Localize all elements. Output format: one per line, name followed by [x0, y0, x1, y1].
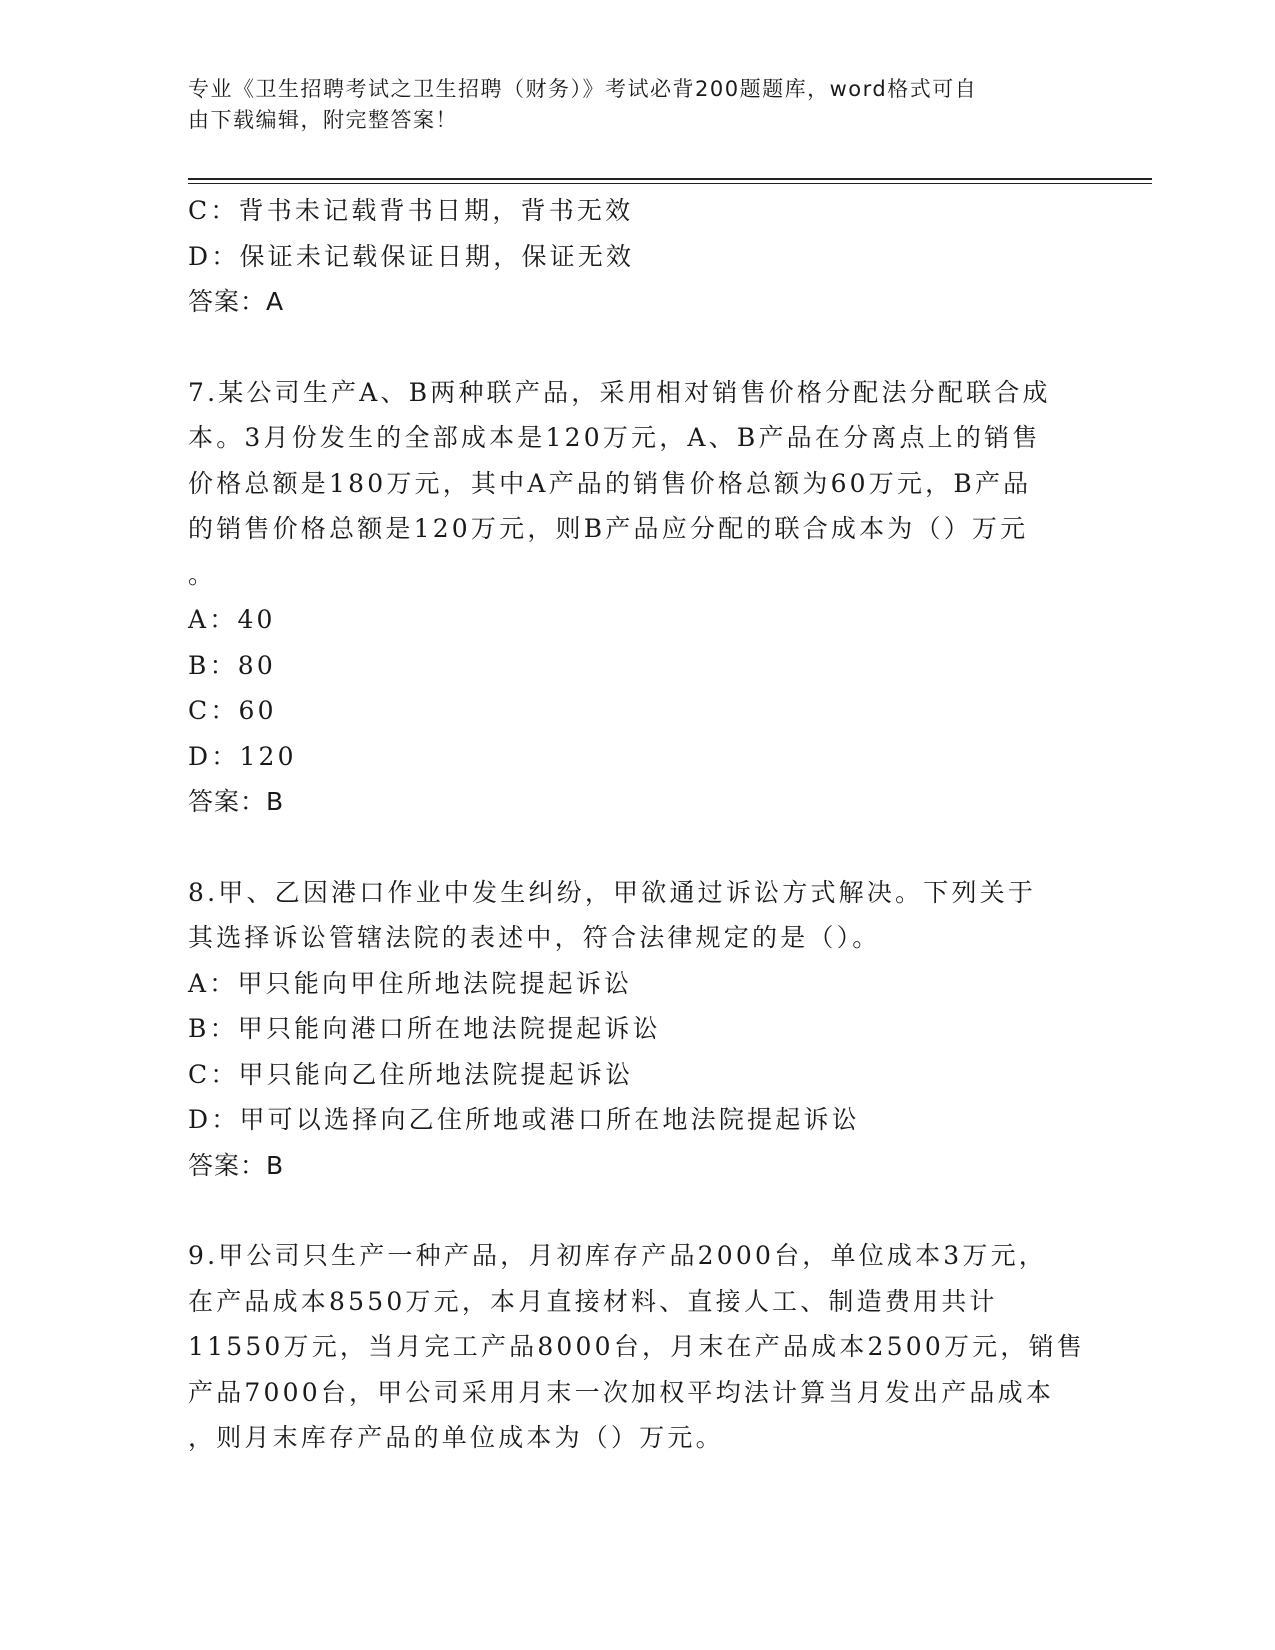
answer-label: 答案：B — [188, 1150, 285, 1180]
spacer — [188, 325, 1088, 370]
option-b: B：甲只能向港口所在地法院提起诉讼 — [188, 1014, 661, 1043]
header-line-1: 专业《卫生招聘考试之卫生招聘（财务）》考试必背200题题库，word格式可自 — [188, 77, 978, 101]
option-d: D：120 — [188, 741, 297, 771]
header-divider-thick — [188, 178, 1152, 180]
question-7 — [188, 370, 1088, 825]
header-line-2: 由下载编辑，附完整答案！ — [188, 108, 458, 132]
spacer — [188, 825, 1088, 870]
header-divider-thin — [188, 183, 1152, 184]
question-list — [188, 188, 1088, 1461]
question-8 — [188, 870, 1088, 1189]
option-c: C：60 — [188, 696, 277, 725]
question-stem-line: 8.甲、乙因港口作业中发生纠纷，甲欲通过诉讼方式解决。下列关于 — [188, 877, 1037, 907]
question-stem-line: 在产品成本8550万元，本月直接材料、直接人工、制造费用共计 — [188, 1286, 998, 1316]
question-stem-line: 产品7000台，甲公司采用月末一次加权平均法计算当月发出产品成本 — [188, 1377, 1055, 1407]
spacer — [188, 1188, 1088, 1233]
option-b: B：80 — [188, 650, 276, 680]
question-stem-line: 价格总额是180万元，其中A产品的销售价格总额为60万元，B产品 — [188, 468, 1032, 498]
option-c: C：甲只能向乙住所地法院提起诉讼 — [188, 1059, 634, 1089]
question-stem-line: 。 — [188, 559, 217, 589]
option-a: A：40 — [188, 605, 276, 634]
question-stem-line: 7.某公司生产A、B两种联产品，采用相对销售价格分配法分配联合成 — [188, 377, 1051, 407]
question-stem-line: 其选择诉讼管辖法院的表述中，符合法律规定的是（）。 — [188, 923, 881, 952]
question-stem-line: 11550万元，当月完工产品8000台，月末在产品成本2500万元，销售 — [188, 1332, 1085, 1361]
answer-label: 答案：A — [188, 287, 285, 316]
question-stem-line: 的销售价格总额是120万元，则B产品应分配的联合成本为（）万元 — [188, 514, 1029, 543]
answer-label: 答案：B — [188, 787, 285, 816]
option-c: C：背书未记载背书日期，背书无效 — [188, 196, 634, 225]
option-d: D：保证未记载保证日期，保证无效 — [188, 241, 635, 271]
question-stem-line: 9.甲公司只生产一种产品，月初库存产品2000台，单位成本3万元， — [188, 1241, 1047, 1270]
document-header — [188, 74, 1068, 136]
option-d: D：甲可以选择向乙住所地或港口所在地法院提起诉讼 — [188, 1105, 860, 1134]
question-stem-line: ，则月末库存产品的单位成本为（）万元。 — [188, 1423, 724, 1452]
question-6 — [188, 188, 1088, 325]
option-a: A：甲只能向甲住所地法院提起诉讼 — [188, 968, 633, 998]
question-stem-line: 本。3月份发生的全部成本是120万元，A、B产品在分离点上的销售 — [188, 423, 1041, 452]
question-9 — [188, 1233, 1088, 1461]
